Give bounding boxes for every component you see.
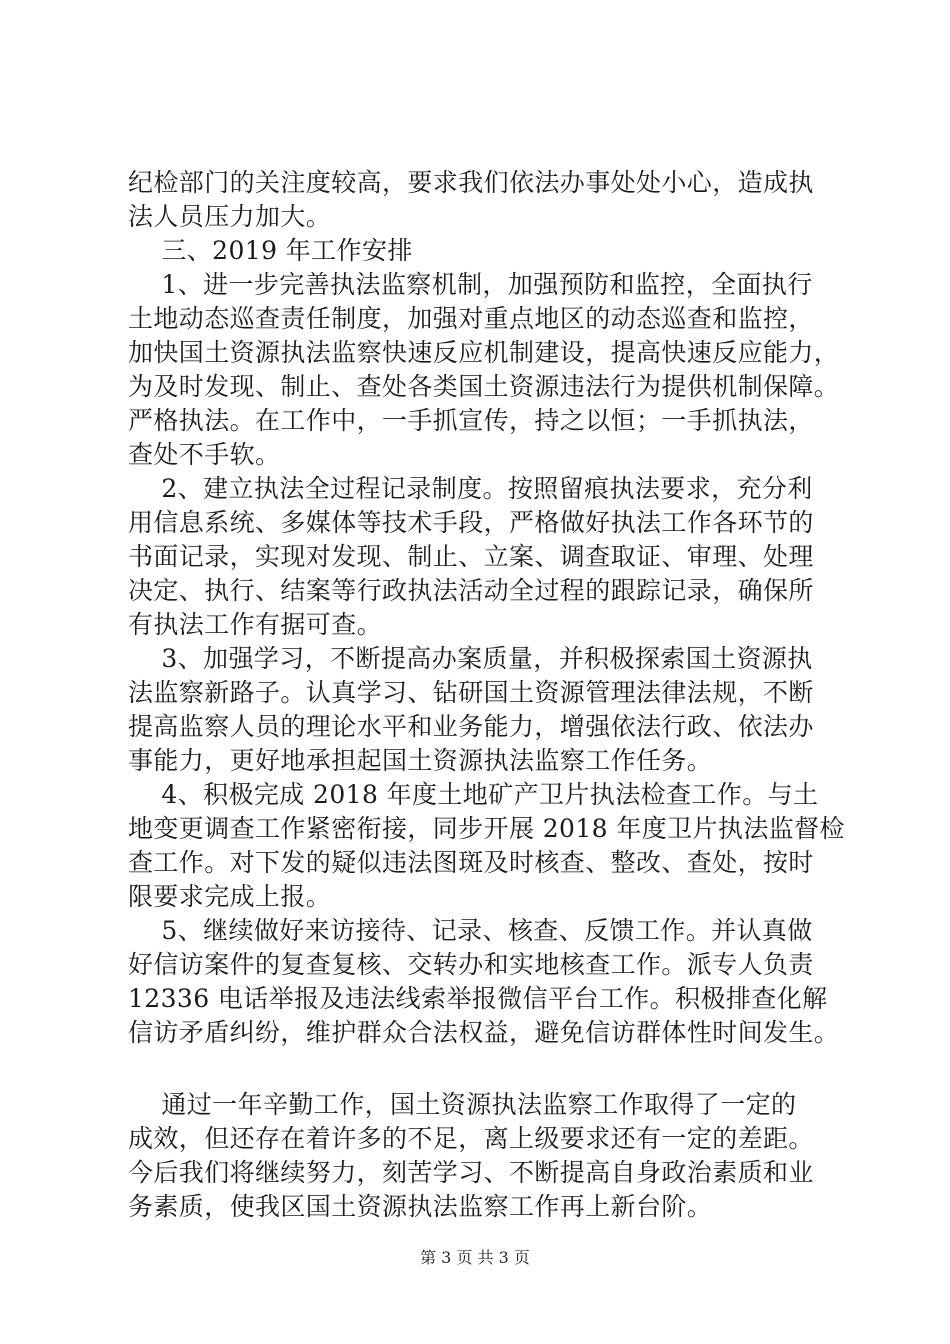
text-line: 通过一年辛勤工作，国土资源执法监察工作取得了一定的 xyxy=(128,1090,797,1119)
text-line: 查处不手软。 xyxy=(128,440,281,469)
text-line: 事能力，更好地承担起国土资源执法监察工作任务。 xyxy=(128,746,713,775)
text-line: 成效，但还存在着许多的不足，离上级要求还有一定的差距。 xyxy=(128,1124,814,1153)
text-line: 纪检部门的关注度较高，要求我们依法办事处处小心，造成执 xyxy=(128,168,814,197)
text-line: 限要求完成上报。 xyxy=(128,882,332,911)
text-line: 用信息系统、多媒体等技术手段，严格做好执法工作各环节的 xyxy=(128,508,814,537)
text-line: 法监察新路子。认真学习、钻研国土资源管理法律法规，不断 xyxy=(128,678,814,707)
text-line: 查工作。对下发的疑似违法图斑及时核查、整改、查处，按时 xyxy=(128,848,814,877)
text-line: 地变更调查工作紧密衔接，同步开展 2018 年度卫片执法监督检 xyxy=(128,814,845,843)
closing-paragraph xyxy=(128,1088,848,1224)
text-line: 加快国土资源执法监察快速反应机制建设，提高快速反应能力， xyxy=(128,338,840,367)
work-plan-section xyxy=(128,166,848,1050)
text-line: 三、2019 年工作安排 xyxy=(128,236,413,265)
text-line: 2、建立执法全过程记录制度。按照留痕执法要求，充分利 xyxy=(128,474,813,503)
text-line: 5、继续做好来访接待、记录、核查、反馈工作。并认真做 xyxy=(128,916,813,945)
text-line: 决定、执行、结案等行政执法活动全过程的跟踪记录，确保所 xyxy=(128,576,814,605)
text-line: 1、进一步完善执法监察机制，加强预防和监控，全面执行 xyxy=(128,270,813,299)
text-line: 信访矛盾纠纷，维护群众合法权益，避免信访群体性时间发生。 xyxy=(128,1018,840,1047)
text-line: 法人员压力加大。 xyxy=(128,202,332,231)
text-line: 严格执法。在工作中，一手抓宣传，持之以恒；一手抓执法， xyxy=(128,406,814,435)
text-line: 书面记录，实现对发现、制止、立案、调查取证、审理、处理 xyxy=(128,542,814,571)
body-text xyxy=(128,166,848,1224)
page-footer: 第 3 页 共 3 页 xyxy=(420,1248,530,1267)
paragraph-gap xyxy=(128,1050,848,1088)
text-line: 今后我们将继续努力，刻苦学习、不断提高自身政治素质和业 xyxy=(128,1158,814,1187)
text-line: 3、加强学习，不断提高办案质量，并积极探索国土资源执 xyxy=(128,644,813,673)
text-line: 有执法工作有据可查。 xyxy=(128,610,383,639)
text-line: 为及时发现、制止、查处各类国土资源违法行为提供机制保障。 xyxy=(128,372,840,401)
text-line: 12336 电话举报及违法线索举报微信平台工作。积极排查化解 xyxy=(128,984,828,1013)
text-line: 4、积极完成 2018 年度土地矿产卫片执法检查工作。与土 xyxy=(128,780,819,809)
text-line: 提高监察人员的理论水平和业务能力，增强依法行政、依法办 xyxy=(128,712,814,741)
text-line: 土地动态巡查责任制度，加强对重点地区的动态巡查和监控， xyxy=(128,304,814,333)
text-line: 好信访案件的复查复核、交转办和实地核查工作。派专人负责 xyxy=(128,950,814,979)
text-line: 务素质，使我区国土资源执法监察工作再上新台阶。 xyxy=(128,1192,713,1221)
